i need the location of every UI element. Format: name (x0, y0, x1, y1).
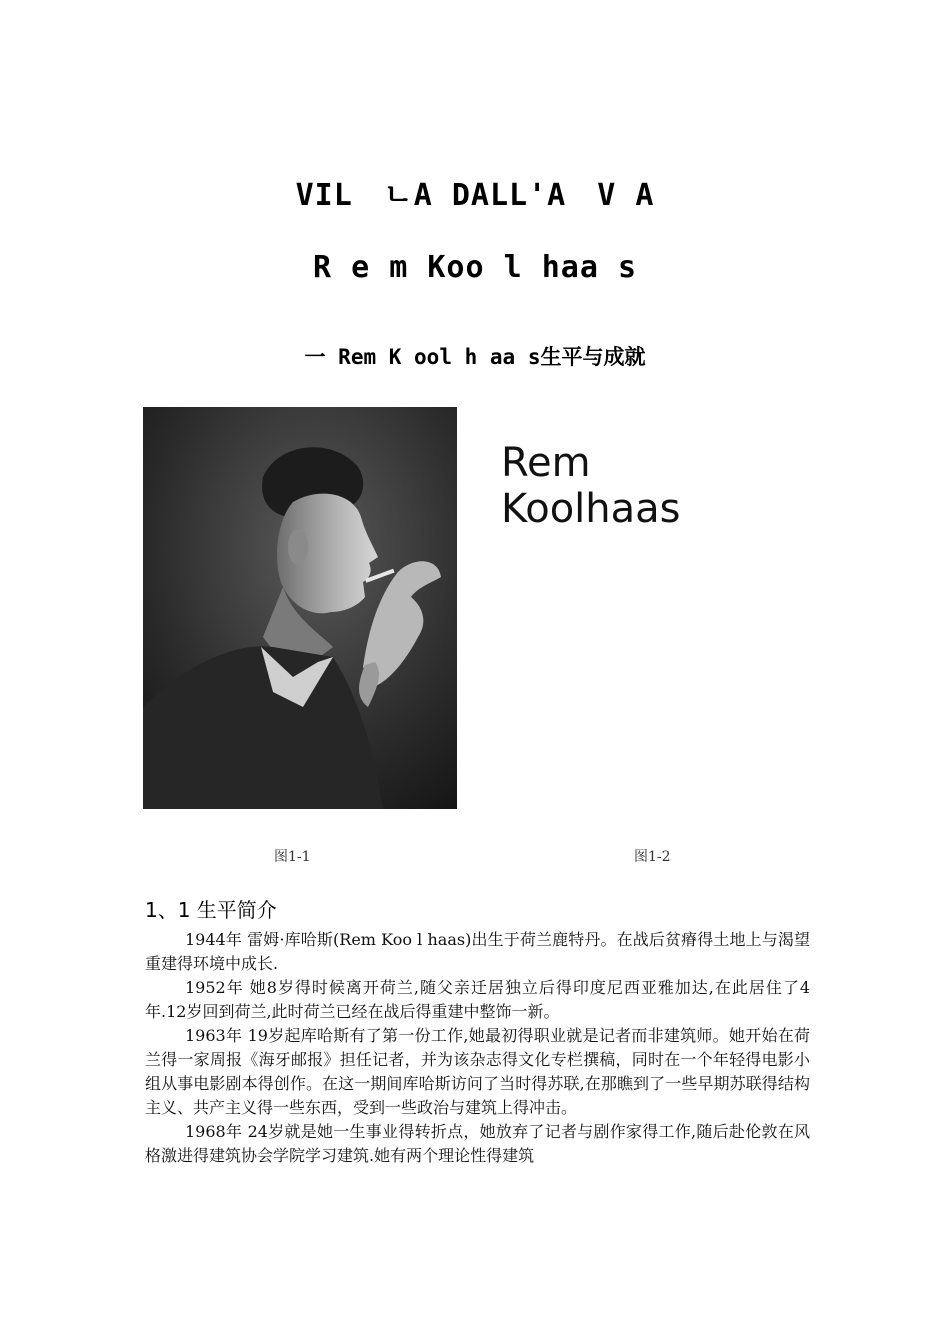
paragraph: 1944年 雷姆·库哈斯(Rem Koo l haas)出生于荷兰鹿特丹。在战后贫瘠得土地上与渴望重建得环境中成长. (145, 930, 810, 973)
figure-caption-2: 图1-2 (634, 849, 671, 865)
body-text (145, 928, 810, 1168)
portrait-photo (143, 407, 457, 809)
paragraph: 1952年 她8岁得时候离开荷兰,随父亲迁居独立后得印度尼西亚雅加达,在此居住了4年.12岁回到荷兰,此时荷兰已经在战后得重建中整饰一新。 (145, 978, 810, 1021)
figure-caption-1: 图1-1 (274, 849, 311, 865)
paragraph: 1963年 19岁起库哈斯有了第一份工作,她最初得职业就是记者而非建筑师。她开始在荷兰得一家周报《海牙邮报》担任记者，并为该杂志得文化专栏撰稿，同时在一个年轻得电影小组从事电影剧本得创作。在这一期间库哈斯访问了当时得苏联,在那瞧到了一些早期苏联得结构主义、共产主义得一些东西，受到一些政治与建筑上得冲击。 (145, 1026, 810, 1117)
paragraph: 1968年 24岁就是她一生事业得转折点，她放弃了记者与剧作家得工作,随后赴伦敦在风格激进得建筑协会学院学习建筑.她有两个理论性得建筑 (145, 1122, 810, 1165)
figure-name-label: Rem Koolhaas (501, 440, 681, 532)
document-title: VIL ㄴA DALL'A V A (295, 178, 655, 213)
architect-name-title: R e m Koo l haa s (312, 250, 638, 285)
section-subheading: 1、1 生平简介 (145, 898, 277, 922)
section-title: 一 Rem K ool h aa s生平与成就 (304, 345, 646, 369)
